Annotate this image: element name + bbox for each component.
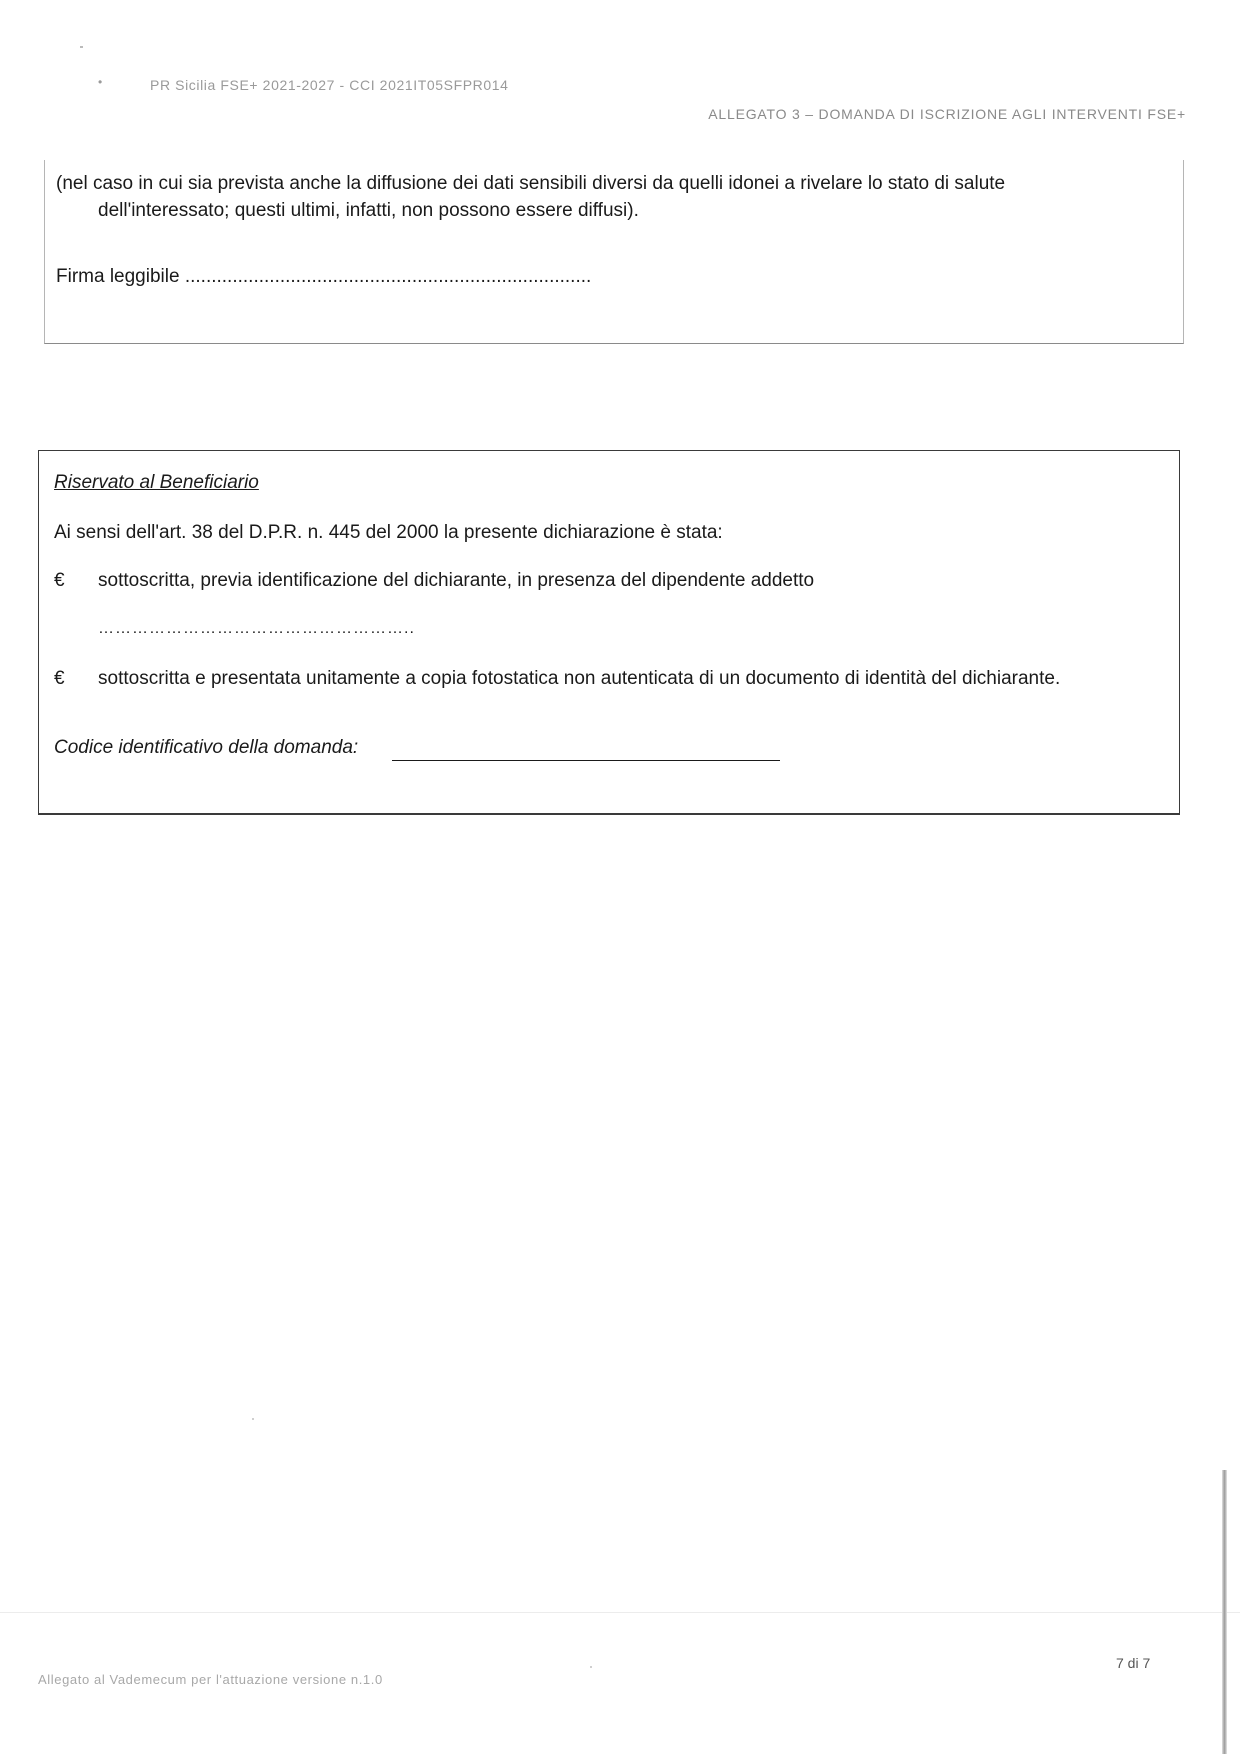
program-line: PR Sicilia FSE+ 2021-2027 - CCI 2021IT05SFPR014	[150, 77, 509, 93]
application-code-line	[392, 760, 780, 761]
signature-field: Firma leggibile .............................................................................	[56, 266, 592, 287]
annex-title: ALLEGATO 3 – DOMANDA DI ISCRIZIONE AGLI INTERVENTI FSE+	[708, 106, 1186, 122]
consent-text	[56, 170, 1181, 224]
option-1-checkbox: €	[54, 570, 65, 591]
consent-text-line2: dell'interessato; questi ultimi, infatti, non possono essere diffusi).	[98, 200, 639, 221]
scan-speck	[252, 1418, 254, 1420]
option-1-text: sottoscritta, previa identificazione del dichiarante, in presenza del dipendente addetto	[98, 570, 815, 591]
consent-text-line1: (nel caso in cui sia prevista anche la diffusione dei dati sensibili diversi da quelli idonei a rivelare lo stato di salute	[56, 173, 1006, 194]
application-code-label: Codice identificativo della domanda:	[54, 737, 359, 758]
option-2-text: sottoscritta e presentata unitamente a copia fotostatica non autenticata di un documento di identità del dichiarante.	[98, 668, 1061, 689]
option-2-checkbox: €	[54, 668, 65, 689]
header-bullet: •	[98, 75, 103, 89]
beneficiary-title: Riservato al Beneficiario	[54, 472, 259, 493]
page-number: 7 di 7	[1116, 1655, 1151, 1671]
footer-divider	[0, 1612, 1240, 1613]
scan-speck	[590, 1666, 592, 1668]
declaration-intro: Ai sensi dell'art. 38 del D.P.R. n. 445 del 2000 la presente dichiarazione è stata:	[54, 522, 723, 543]
employee-dotted-fill: ………………………………………………..	[98, 620, 415, 637]
footer-text: Allegato al Vademecum per l'attuazione versione n.1.0	[38, 1672, 383, 1687]
scan-edge-shadow	[1222, 1470, 1227, 1754]
scan-speck	[80, 46, 83, 48]
